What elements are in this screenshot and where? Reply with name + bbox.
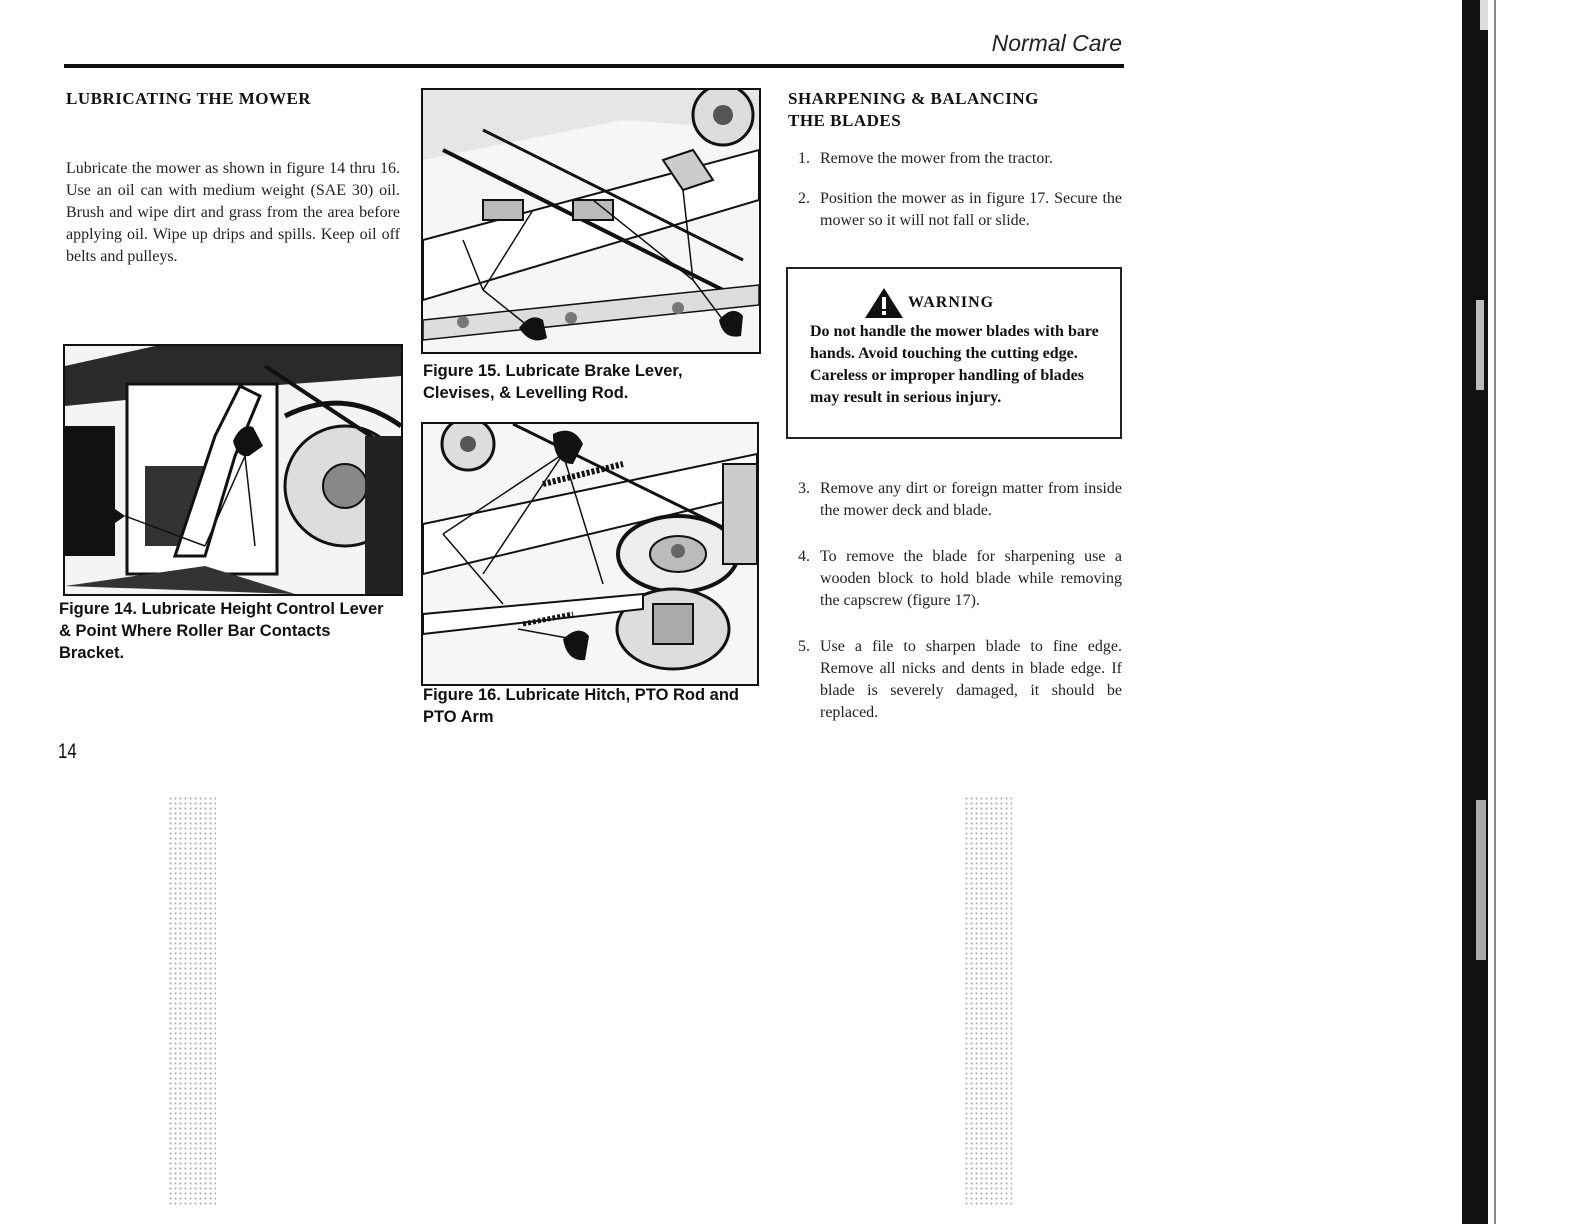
figure-15-illustration xyxy=(423,90,759,352)
page-header-title: Normal Care xyxy=(991,30,1122,56)
step-item xyxy=(790,188,1122,232)
warning-title xyxy=(864,287,994,319)
steps-list-b xyxy=(790,478,1122,724)
step-number: 2. xyxy=(798,190,810,207)
binding-highlight xyxy=(1480,0,1488,30)
step-item xyxy=(790,478,1122,522)
sharpening-heading-line-1: SHARPENING & BALANCING xyxy=(788,89,1039,108)
warning-text: Do not handle the mower blades with bare hands. Avoid touching the cutting edge. Careless or improper handling of blades may result in serious injury. xyxy=(810,323,1099,406)
sharpening-heading xyxy=(788,88,1108,132)
step-text: Remove any dirt or foreign matter from inside the mower deck and blade. xyxy=(820,480,1122,519)
step-number: 4. xyxy=(798,548,810,565)
step-text: To remove the blade for sharpening use a wooden block to hold blade while removing the capscrew (figure 17). xyxy=(820,548,1122,609)
figure-16 xyxy=(421,422,759,686)
step-number: 5. xyxy=(798,638,810,655)
warning-box xyxy=(786,267,1122,439)
step-text: Position the mower as in figure 17. Secure the mower so it will not fall or slide. xyxy=(820,190,1122,229)
figure-15-caption: Figure 15. Lubricate Brake Lever, Clevises, & Levelling Rod. xyxy=(423,362,683,402)
figure-16-caption: Figure 16. Lubricate Hitch, PTO Rod and PTO Arm xyxy=(423,686,739,726)
steps-list-a xyxy=(790,148,1122,232)
figure-14-caption: Figure 14. Lubricate Height Control Lever & Point Where Roller Bar Contacts Bracket. xyxy=(59,600,384,662)
warning-triangle-icon xyxy=(864,287,904,319)
step-text: Use a file to sharpen blade to fine edge. Remove all nicks and dents in blade edge. If blade is severely damaged, it should be replaced. xyxy=(820,638,1122,721)
step-item xyxy=(790,546,1122,612)
step-item xyxy=(790,636,1122,724)
lubricating-body: Lubricate the mower as shown in figure 14 thru 16. Use an oil can with medium weight (SAE 30) oil. Brush and wipe dirt and grass from the area before applying oil. Wipe up drips and spills. Keep oil off belts and pulleys. xyxy=(66,160,400,265)
binding-edge-line xyxy=(1494,0,1496,1224)
warning-label: WARNING xyxy=(908,294,995,311)
lubricating-heading: LUBRICATING THE MOWER xyxy=(66,89,312,108)
scan-speckle xyxy=(964,796,1012,1206)
step-text: Remove the mower from the tractor. xyxy=(820,150,1053,167)
step-item xyxy=(790,148,1122,170)
figure-14-illustration xyxy=(65,346,401,594)
book-binding-edge xyxy=(1462,0,1488,1224)
page-number: 14 xyxy=(58,740,77,763)
binding-highlight xyxy=(1476,800,1486,960)
binding-highlight xyxy=(1476,300,1484,390)
header-rule xyxy=(64,64,1124,68)
sharpening-heading-line-2: THE BLADES xyxy=(788,111,902,130)
scan-speckle xyxy=(168,796,216,1206)
figure-14 xyxy=(63,344,403,596)
figure-16-illustration xyxy=(423,424,757,684)
figure-15 xyxy=(421,88,761,354)
step-number: 1. xyxy=(798,150,810,167)
step-number: 3. xyxy=(798,480,810,497)
